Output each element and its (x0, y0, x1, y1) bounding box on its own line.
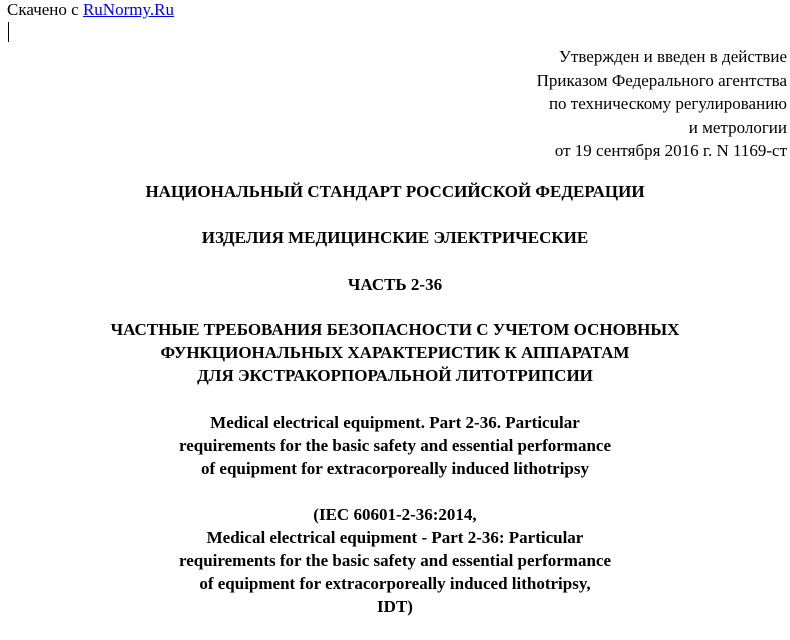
english-title-line: of equipment for extracorporeally induced lithotripsy (201, 459, 589, 478)
english-title-line: requirements for the basic safety and essential performance (178, 436, 612, 455)
english-title-line: Medical electrical equipment. Part 2-36. Particular (210, 413, 580, 432)
product-title-block (0, 226, 790, 249)
approval-line: Утвержден и введен в действие (558, 47, 787, 66)
approval-block (367, 45, 787, 163)
iec-reference-block (0, 503, 790, 618)
standard-title: НАЦИОНАЛЬНЫЙ СТАНДАРТ РОССИЙСКОЙ ФЕДЕРАЦИИ (145, 182, 645, 201)
product-title: ИЗДЕЛИЯ МЕДИЦИНСКИЕ ЭЛЕКТРИЧЕСКИЕ (201, 228, 589, 247)
iec-reference-line: IDT) (377, 597, 413, 616)
iec-reference-line: of equipment for extracorporeally induced lithotripsy, (199, 574, 591, 593)
source-link[interactable]: RuNormy.Ru (82, 0, 174, 19)
iec-reference-line: requirements for the basic safety and essential performance (178, 551, 612, 570)
standard-title-block (0, 180, 790, 203)
approval-line: от 19 сентября 2016 г. N 1169-ст (554, 141, 787, 160)
iec-reference-line: Medical electrical equipment - Part 2-36: Particular (206, 528, 584, 547)
iec-reference-line: (IEC 60601-2-36:2014, (313, 505, 477, 524)
english-title-block (0, 411, 790, 480)
particular-requirements-block (0, 318, 790, 387)
part-title-block (0, 273, 790, 296)
approval-line: Приказом Федерального агентства (536, 70, 787, 90)
source-prefix: Скачено с (7, 0, 79, 19)
particular-line: ДЛЯ ЭКСТРАКОРПОРАЛЬНОЙ ЛИТОТРИПСИИ (197, 366, 593, 385)
approval-line: и метрологии (688, 117, 787, 137)
particular-line: ФУНКЦИОНАЛЬНЫХ ХАРАКТЕРИСТИК К АППАРАТАМ (160, 343, 630, 362)
particular-line: ЧАСТНЫЕ ТРЕБОВАНИЯ БЕЗОПАСНОСТИ С УЧЕТОМ ОСНОВНЫХ (110, 320, 680, 339)
approval-line: по техническому регулированию (548, 94, 787, 113)
source-line (7, 0, 174, 20)
part-title: ЧАСТЬ 2-36 (347, 275, 443, 294)
text-cursor (8, 22, 9, 42)
